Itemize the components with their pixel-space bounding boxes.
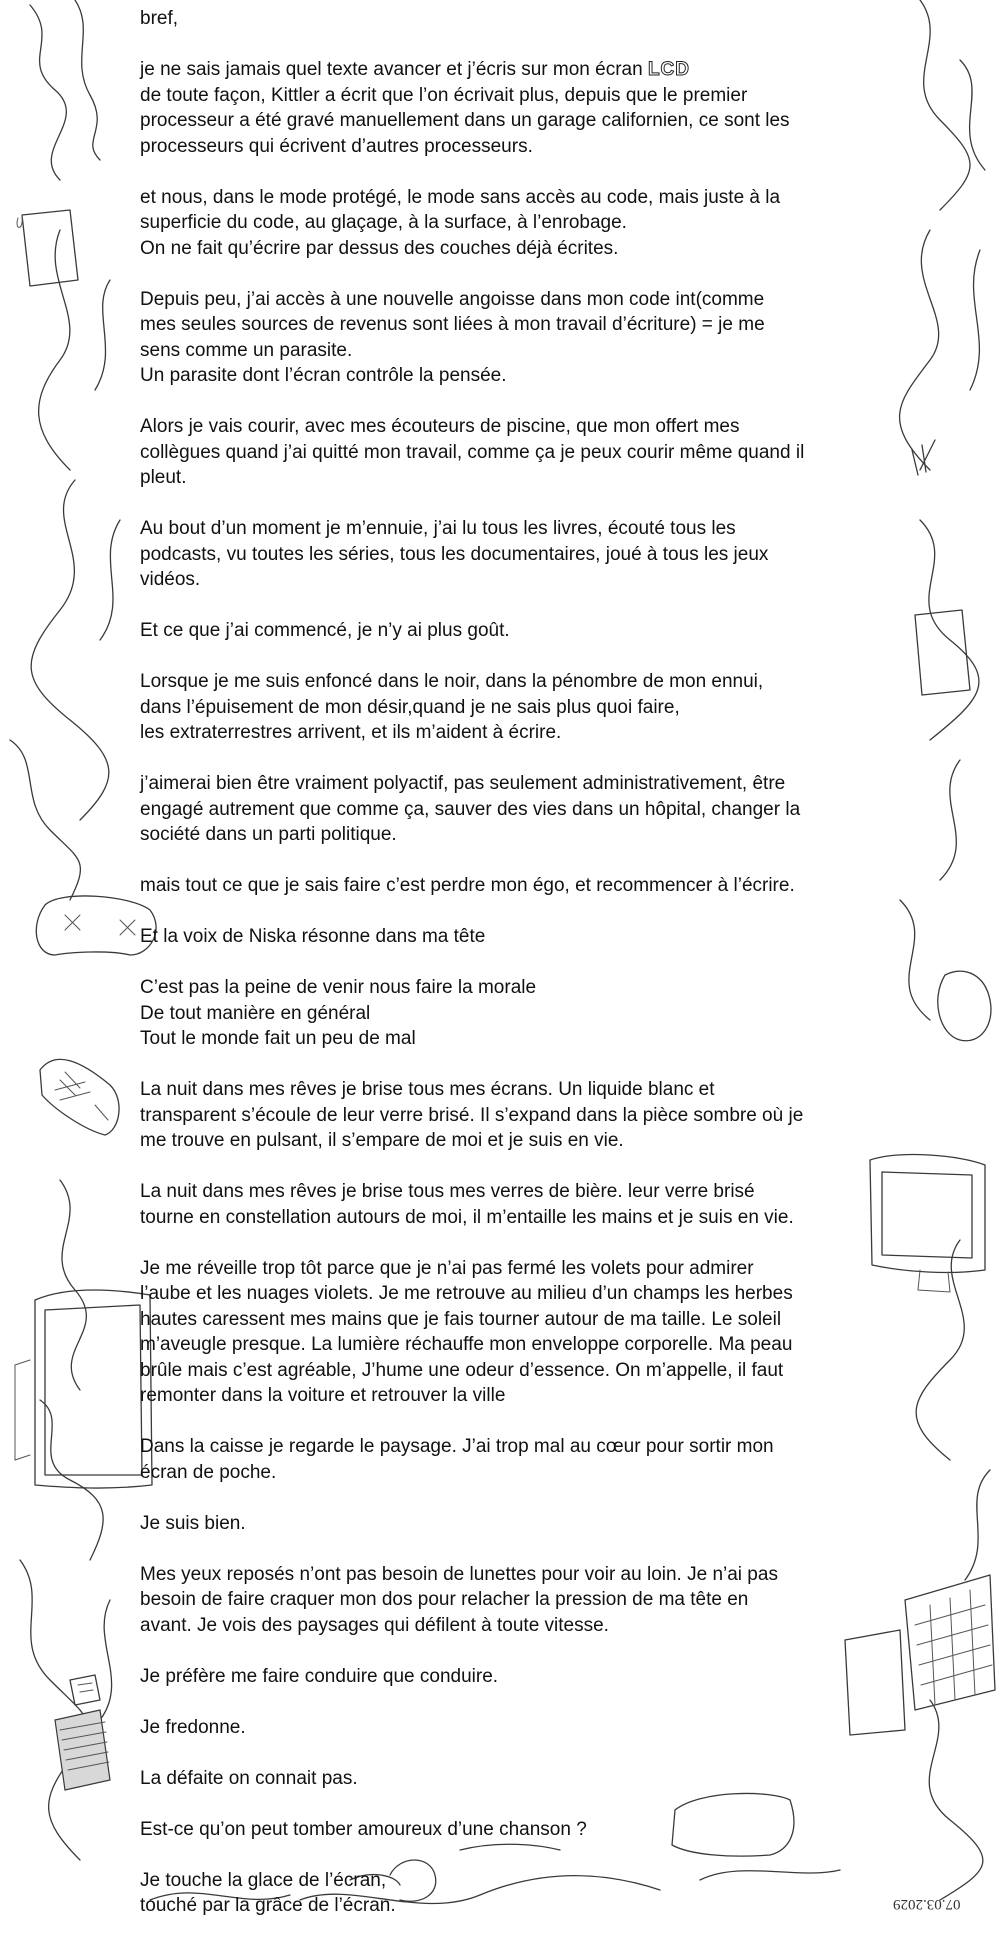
paragraph: [140, 618, 890, 644]
text-line: écran de poche.: [140, 1461, 277, 1483]
paper-sheet-icon: [17, 210, 78, 286]
text-line: Je me réveille trop tôt parce que je n’ai pas fermé les volets pour admirer: [140, 1257, 754, 1279]
text-line: les extraterrestres arrivent, et ils m’aident à écrire.: [140, 722, 562, 743]
text-line: dans l’épuisement de mon désir,quand je ne sais plus quoi faire,: [140, 696, 680, 718]
text-line: Et ce que j’ai commencé, je n’y ai plus goût.: [140, 620, 510, 641]
text-line: La nuit dans mes rêves je brise tous mes verres de bière. leur verre brisé: [140, 1181, 755, 1202]
date-stamp: 07.03.2029: [892, 1896, 960, 1912]
text-line: La nuit dans mes rêves je brise tous mes écrans. Un liquide blanc et: [140, 1079, 715, 1100]
text-line: Est-ce qu’on peut tomber amoureux d’une chanson ?: [140, 1818, 587, 1840]
text-line: collègues quand j’ai quitté mon travail, comme ça je peux courir même quand il: [140, 441, 805, 463]
poem-text: [140, 6, 890, 1944]
text-line: l’aube et les nuages violets. Je me retrouve au milieu d’un champs les herbes: [140, 1283, 793, 1304]
paragraph: [140, 1715, 890, 1741]
text-line: Mes yeux reposés n’ont pas besoin de lunettes pour voir au loin. Je n’ai pas: [140, 1563, 778, 1585]
text-line: vidéos.: [140, 569, 201, 590]
text-line: bref,: [140, 8, 179, 29]
paragraph: [140, 771, 890, 848]
text-line: C’est pas la peine de venir nous faire la morale: [140, 977, 537, 998]
text-line: de toute façon, Kittler a écrit que l’on écrivait plus, depuis que le premier: [140, 84, 748, 106]
paragraph: [140, 1179, 890, 1230]
paragraph: [140, 516, 890, 593]
paragraph: [140, 185, 890, 262]
text-line: besoin de faire craquer mon dos pour relacher la pression de ma tête en: [140, 1589, 749, 1610]
text-line: Je touche la glace de l’écran,: [140, 1869, 387, 1891]
text-line: Dans la caisse je regarde le paysage. J’ai trop mal au cœur pour sortir mon: [140, 1436, 774, 1457]
text-line: pleut.: [140, 467, 187, 488]
text-line: me trouve en pulsant, il s’empare de moi et je suis en vie.: [140, 1130, 624, 1151]
text-line: remonter dans la voiture et retrouver la ville: [140, 1385, 506, 1406]
text-line: société dans un parti politique.: [140, 824, 397, 845]
text-line: et nous, dans le mode protégé, le mode sans accès au code, mais juste à la: [140, 186, 781, 208]
paragraph: [140, 287, 890, 389]
text-line: La défaite on connait pas.: [140, 1767, 358, 1789]
text-line: Un parasite dont l’écran contrôle la pensée.: [140, 365, 507, 386]
paragraph: [140, 1868, 890, 1919]
paragraph: [140, 1256, 890, 1409]
sheet-icon: [915, 610, 970, 695]
tablet-icon: [15, 1290, 152, 1488]
text-line: processeur a été gravé manuellement dans un garage californien, ce sont les: [140, 110, 790, 131]
text-line: Depuis peu, j’ai accès à une nouvelle angoisse dans mon code int(comme: [140, 288, 765, 310]
text-line: De tout manière en général: [140, 1002, 371, 1024]
paragraph: [140, 873, 890, 899]
text-line: brûle mais c’est agréable, J’hume une odeur d’essence. On m’appelle, il faut: [140, 1359, 784, 1381]
text-line: processeurs qui écrivent d’autres processeurs.: [140, 135, 533, 157]
paragraph: [140, 1077, 890, 1154]
text-line: engagé autrement que comme ça, sauver des vies dans un hôpital, changer la: [140, 798, 801, 820]
text-line: Je préfère me faire conduire que conduire.: [140, 1665, 499, 1687]
paragraph: [140, 1434, 890, 1485]
text-line: Au bout d’un moment je m’ennuie, j’ai lu tous les livres, écouté tous les: [140, 518, 736, 539]
text-line: tourne en constellation autours de moi, il m’entaille les mains et je suis en vie.: [140, 1206, 794, 1228]
paragraph: [140, 6, 890, 32]
paragraph: [140, 924, 890, 950]
text-line: touché par la grâce de l’écran.: [140, 1895, 396, 1916]
paragraph: [140, 1511, 890, 1537]
text-line: podcasts, vu toutes les séries, tous les documentaires, joué à tous les jeux: [140, 543, 769, 565]
text-line: m’aveugle presque. La lumière réchauffe mon enveloppe corporelle. Ma peau: [140, 1334, 793, 1355]
game-controller-icon: [36, 896, 156, 955]
text-line: mais tout ce que je sais faire c’est perdre mon égo, et recommencer à l’écrire.: [140, 875, 795, 896]
text-line: Je fredonne.: [140, 1716, 246, 1738]
paragraph: [140, 1664, 890, 1690]
paragraph: [140, 414, 890, 491]
text-line: On ne fait qu’écrire par dessus des couches déjà écrites.: [140, 237, 619, 259]
sign-icon: [912, 440, 935, 475]
remote-control-icon: [40, 1059, 119, 1135]
text-line: hautes caressent mes mains que je fais tourner autour de ma taille. Le soleil: [140, 1308, 782, 1330]
paragraph: [140, 1766, 890, 1792]
text-line: Lorsque je me suis enfoncé dans le noir, dans la pénombre de mon ennui,: [140, 671, 764, 692]
paragraph: [140, 1817, 890, 1843]
paragraph: [140, 1562, 890, 1639]
text-line: superficie du code, au glaçage, à la surface, à l’enrobage.: [140, 212, 627, 233]
right-wavy-doodle: [900, 0, 990, 1900]
text-line: je ne sais jamais quel texte avancer et j’écris sur mon écran LCD: [140, 59, 691, 80]
text-line: j’aimerai bien être vraiment polyactif, pas seulement administrativement, être: [140, 773, 786, 794]
text-line: avant. Je vois des paysages qui défilent à toute vitesse.: [140, 1614, 609, 1636]
beer-bottle-icon: [55, 1675, 110, 1790]
lcd-word: LCD: [647, 59, 691, 80]
paragraph: [140, 975, 890, 1052]
text-line: sens comme un parasite.: [140, 339, 353, 361]
text-line: Tout le monde fait un peu de mal: [140, 1028, 416, 1049]
text-line: transparent s’écoule de leur verre brisé. Il s’expand dans la pièce sombre où je: [140, 1104, 804, 1126]
text-line: mes seules sources de revenus sont liées à mon travail d’écriture) = je me: [140, 314, 765, 335]
paragraph: [140, 669, 890, 746]
text-line: Et la voix de Niska résonne dans ma tête: [140, 926, 486, 947]
paragraph: [140, 57, 890, 159]
text-line: Je suis bien.: [140, 1512, 246, 1534]
text-line: Alors je vais courir, avec mes écouteurs de piscine, que mon offert mes: [140, 416, 740, 437]
cup-icon: [938, 971, 991, 1041]
left-wavy-doodle: [10, 0, 120, 1860]
